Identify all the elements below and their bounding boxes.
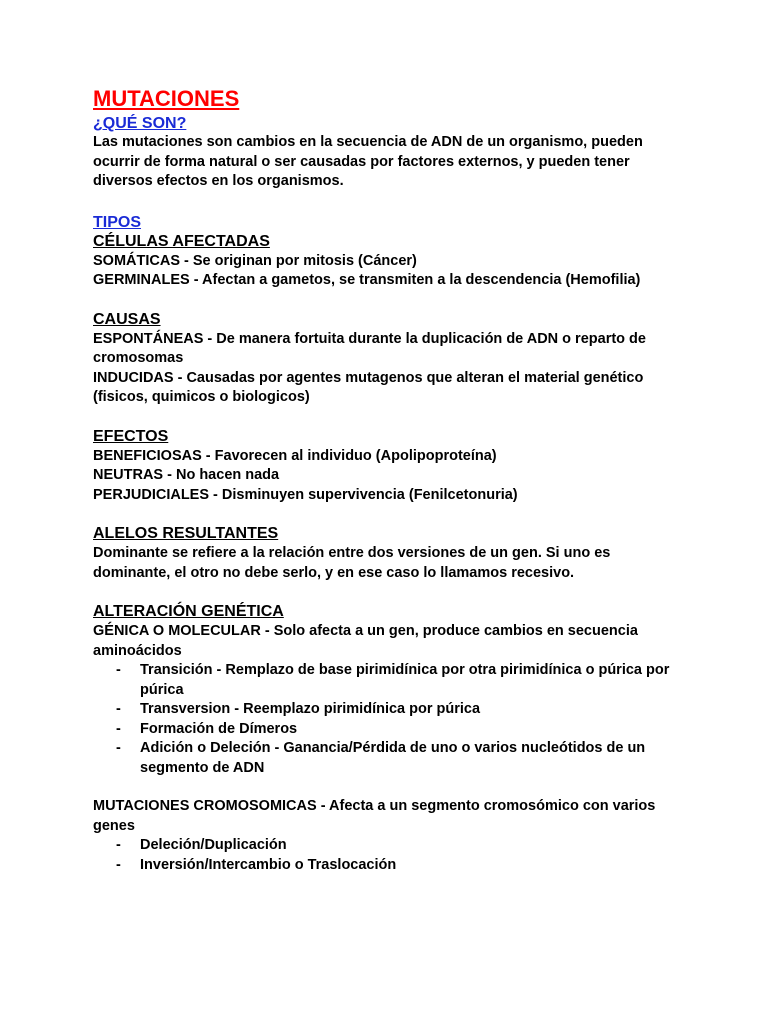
genica-list [93, 661, 683, 778]
celulas-heading: CÉLULAS AFECTADAS [93, 232, 270, 250]
dash-bullet: - [116, 701, 121, 717]
list-item [93, 739, 683, 778]
que-son-text: Las mutaciones son cambios en la secuencia de ADN de un organismo, pueden ocurrir de forma natural o ser causadas por factores externos, y pueden tener diversos efectos en los organismos. [93, 134, 643, 189]
spacer [93, 778, 683, 797]
alelos-heading: ALELOS RESULTANTES [93, 525, 279, 542]
dash-bullet: - [116, 837, 121, 853]
list-item-text: Transversion - Reemplazo pirimidínica por púrica [140, 701, 481, 717]
cromosomicas-list [93, 836, 683, 875]
list-item-text: Inversión/Intercambio o Traslocación [140, 856, 397, 873]
genica-text: GÉNICA O MOLECULAR - Solo afecta a un gen, produce cambios en secuencia aminoácidos [93, 623, 638, 659]
tipos-heading: TIPOS [93, 213, 142, 231]
efectos-line-beneficiosas: BENEFICIOSAS - Favorecen al individuo (Apolipoproteína) [93, 447, 497, 464]
cromosomicas-text: MUTACIONES CROMOSOMICAS - Afecta a un segmento cromosómico con varios genes [93, 798, 656, 834]
list-item [93, 700, 683, 720]
list-item-text: Transición - Remplazo de base pirimidínica por otra pirimidínica o púrica por púrica [140, 662, 670, 698]
list-item [93, 720, 683, 740]
dash-bullet: - [116, 856, 121, 873]
list-item [93, 836, 683, 856]
efectos-heading: EFECTOS [93, 427, 169, 445]
celulas-line-germinales: GERMINALES - Afectan a gametos, se transmiten a la descendencia (Hemofilia) [93, 272, 641, 288]
list-item-text: Formación de Dímeros [140, 720, 298, 737]
causas-heading: CAUSAS [93, 310, 161, 328]
spacer [93, 505, 683, 524]
document-page [93, 86, 683, 875]
spacer [93, 291, 683, 310]
list-item [93, 661, 683, 700]
efectos-line-neutras: NEUTRAS - No hacen nada [93, 467, 280, 483]
list-item-text: Adición o Deleción - Ganancia/Pérdida de uno o varios nucleótidos de un segmento de ADN [140, 740, 646, 776]
list-item-text: Deleción/Duplicación [140, 837, 287, 853]
dash-bullet: - [116, 662, 121, 678]
spacer [93, 408, 683, 427]
alelos-text: Dominante se refiere a la relación entre dos versiones de un gen. Si uno es dominante, el otro no debe serlo, y en ese caso lo llamamos recesivo. [93, 545, 611, 581]
spacer [93, 583, 683, 602]
document-title: MUTACIONES [93, 86, 240, 111]
spacer [93, 192, 683, 211]
efectos-line-perjudiciales: PERJUDICIALES - Disminuyen supervivencia (Fenilcetonuria) [93, 486, 518, 503]
dash-bullet: - [116, 720, 121, 737]
celulas-line-somaticas: SOMÁTICAS - Se originan por mitosis (Cáncer) [93, 252, 417, 269]
list-item [93, 856, 683, 876]
causas-line-espontaneas: ESPONTÁNEAS - De manera fortuita durante la duplicación de ADN o reparto de cromosomas [93, 330, 646, 366]
dash-bullet: - [116, 740, 121, 756]
causas-line-inducidas: INDUCIDAS - Causadas por agentes mutagenos que alteran el material genético (fisicos, quimicos o biologicos) [93, 369, 644, 405]
alteracion-heading: ALTERACIÓN GENÉTICA [93, 603, 284, 620]
que-son-heading: ¿QUÉ SON? [93, 115, 187, 132]
